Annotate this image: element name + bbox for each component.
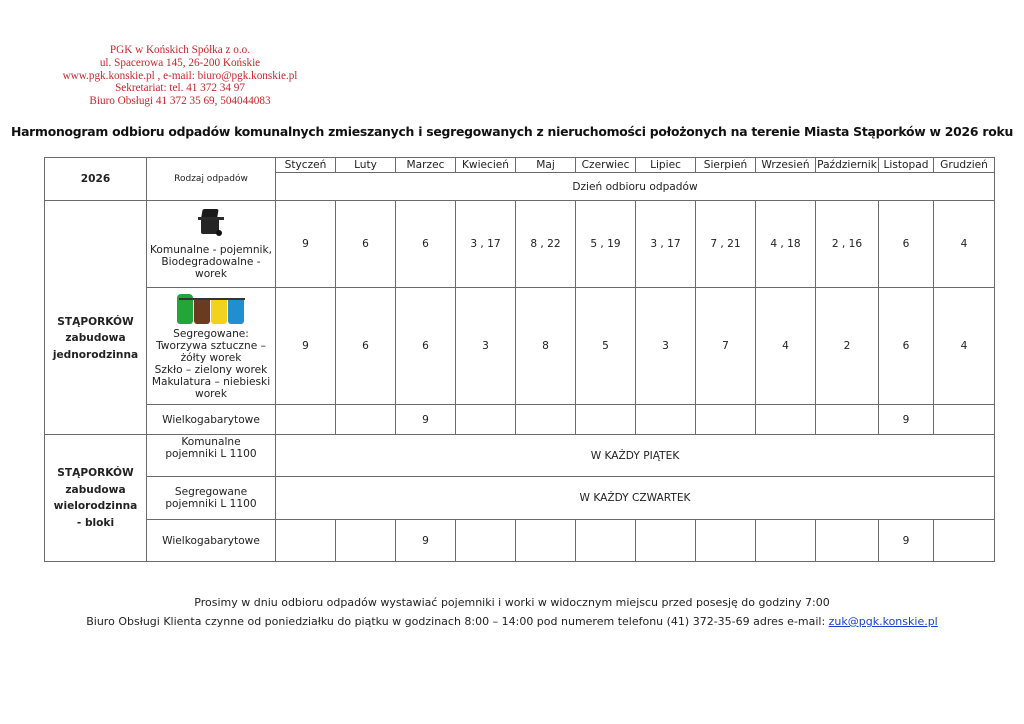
collection-day-cell: 6 — [879, 288, 934, 405]
waste-type-line: pojemniki L 1100 — [165, 498, 257, 510]
collection-day-cell: 8 , 22 — [516, 201, 576, 288]
collection-day-cell — [516, 405, 576, 435]
collection-day-cell: 7 , 21 — [696, 201, 756, 288]
collection-day-cell — [756, 520, 816, 562]
email-link[interactable]: zuk@pgk.konskie.pl — [828, 615, 938, 628]
waste-type-cell: Wielkogabarytowe — [147, 405, 276, 435]
collection-day-cell: 5 — [576, 288, 636, 405]
collection-day-cell — [456, 405, 516, 435]
waste-type-cell — [147, 201, 276, 288]
collection-day-cell: 6 — [396, 201, 456, 288]
area-line: STĄPORKÓW — [57, 467, 134, 479]
month-header-row — [45, 158, 995, 173]
month-header: Luty — [336, 158, 396, 173]
collection-day-cell: 2 — [816, 288, 879, 405]
collection-day-subheader: Dzień odbioru odpadów — [276, 173, 995, 201]
collection-day-cell: 4 — [934, 201, 995, 288]
month-header: Styczeń — [276, 158, 336, 173]
area-label-single-family — [45, 201, 147, 435]
collection-day-cell: 3 — [456, 288, 516, 405]
collection-day-cell: 9 — [879, 405, 934, 435]
area-line: wielorodzinna — [53, 500, 138, 512]
waste-type-line: Makulatura – niebieski — [151, 376, 271, 388]
collection-day-cell: 3 , 17 — [456, 201, 516, 288]
document-title: Harmonogram odbioru odpadów komunalnych zmieszanych i segregowanych z nieruchomości położonych na terenie Miasta Stąporków w 2026 roku — [10, 124, 1014, 139]
collection-day-cell — [456, 520, 516, 562]
waste-type-line: Tworzywa sztuczne – — [156, 340, 266, 352]
collection-day-cell — [336, 520, 396, 562]
waste-type-line: Biodegradowalne - worek — [161, 255, 261, 280]
segregation-bins-icon — [177, 292, 245, 324]
table-row — [45, 520, 995, 562]
table-row — [45, 405, 995, 435]
company-office-phone: Biuro Obsługi 41 372 35 69, 504044083 — [89, 95, 271, 108]
collection-day-cell — [636, 520, 696, 562]
collection-day-cell: 5 , 19 — [576, 201, 636, 288]
collection-day-cell: 6 — [396, 288, 456, 405]
collection-day-cell — [336, 405, 396, 435]
waste-type-line: Komunalne - pojemnik, — [149, 243, 273, 256]
collection-day-cell: 6 — [879, 201, 934, 288]
footer-notes — [0, 593, 1024, 631]
area-line: zabudowa — [65, 483, 126, 496]
collection-schedule-table — [44, 157, 995, 562]
waste-type-line: żółty worek — [180, 352, 242, 364]
company-address: ul. Spacerowa 145, 26-200 Końskie — [99, 56, 261, 69]
year-header: 2026 — [45, 158, 147, 201]
area-line: - bloki — [76, 516, 115, 529]
month-header: Październik — [817, 159, 877, 171]
collection-day-cell: 6 — [336, 288, 396, 405]
collection-day-cell: 9 — [879, 520, 934, 562]
collection-day-cell — [756, 405, 816, 435]
waste-type-line: Segregowane — [174, 486, 248, 498]
collection-day-cell — [636, 405, 696, 435]
waste-type-cell — [147, 288, 276, 405]
collection-day-cell — [934, 520, 995, 562]
company-web-email: www.pgk.konskie.pl , e-mail: biuro@pgk.konskie.pl — [62, 69, 298, 82]
month-header: Wrzesień — [756, 158, 816, 173]
collection-day-cell — [816, 520, 879, 562]
table-row — [45, 288, 995, 405]
month-header: Grudzień — [934, 158, 995, 173]
collection-day-cell: 2 , 16 — [816, 201, 879, 288]
month-header: Maj — [516, 158, 576, 173]
waste-type-line: Szkło – zielony worek — [154, 364, 268, 376]
collection-day-cell — [934, 405, 995, 435]
company-name: PGK w Końskich Spółka z o.o. — [109, 44, 251, 56]
waste-type-header: Rodzaj odpadów — [147, 158, 276, 201]
waste-type-line: worek — [195, 388, 227, 400]
collection-day-cell: 9 — [396, 520, 456, 562]
black-waste-bin-icon — [198, 209, 224, 237]
collection-day-cell: 9 — [276, 201, 336, 288]
waste-type-cell — [147, 435, 276, 477]
collection-day-cell: 4 — [934, 288, 995, 405]
area-line: zabudowa — [65, 332, 126, 345]
area-label-multi-family — [45, 435, 147, 562]
footer-office-text: Biuro Obsługi Klienta czynne od poniedziałku do piątku w godzinach 8:00 – 14:00 pod numerem telefonu (41) 372-35-69 adres e-mail: — [86, 615, 829, 628]
collection-day-cell — [276, 520, 336, 562]
month-header: Kwiecień — [456, 158, 516, 173]
collection-day-cell — [516, 520, 576, 562]
waste-type-line: pojemniki L 1100 — [165, 448, 257, 460]
collection-day-cell — [276, 405, 336, 435]
collection-day-cell: 4 — [756, 288, 816, 405]
month-header: Lipiec — [636, 158, 696, 173]
company-secretariat-phone: Sekretariat: tel. 41 372 34 97 — [115, 82, 245, 95]
company-letterhead — [30, 44, 330, 108]
collection-day-cell: 8 — [516, 288, 576, 405]
collection-day-cell: 9 — [276, 288, 336, 405]
month-header: Sierpień — [696, 158, 756, 173]
month-header: Czerwiec — [576, 158, 636, 173]
table-row — [45, 477, 995, 520]
collection-day-cell: 4 , 18 — [756, 201, 816, 288]
collection-day-cell: 6 — [336, 201, 396, 288]
collection-day-cell: 3 — [636, 288, 696, 405]
area-line: jednorodzinna — [52, 348, 139, 361]
table-row — [45, 435, 995, 477]
month-header: Listopad — [879, 158, 934, 173]
every-friday-cell: W KAŻDY PIĄTEK — [276, 435, 995, 477]
footer-instruction: Prosimy w dniu odbioru odpadów wystawiać pojemniki i worki w widocznym miejscu przed posesję do godziny 7:00 — [194, 596, 830, 609]
waste-type-line: Segregowane: — [173, 328, 249, 340]
collection-day-cell — [696, 520, 756, 562]
every-thursday-cell: W KAŻDY CZWARTEK — [276, 477, 995, 520]
collection-day-cell — [696, 405, 756, 435]
collection-day-cell — [816, 405, 879, 435]
month-header: Marzec — [396, 158, 456, 173]
collection-day-cell: 9 — [396, 405, 456, 435]
waste-type-line: Komunalne — [181, 436, 241, 448]
footer-office-hours — [0, 612, 1024, 631]
area-line: STĄPORKÓW — [57, 315, 134, 328]
collection-day-cell: 7 — [696, 288, 756, 405]
waste-type-cell: Wielkogabarytowe — [147, 520, 276, 562]
waste-type-cell — [147, 477, 276, 520]
collection-day-cell — [576, 520, 636, 562]
collection-day-cell — [576, 405, 636, 435]
table-row — [45, 201, 995, 288]
collection-day-cell: 3 , 17 — [636, 201, 696, 288]
